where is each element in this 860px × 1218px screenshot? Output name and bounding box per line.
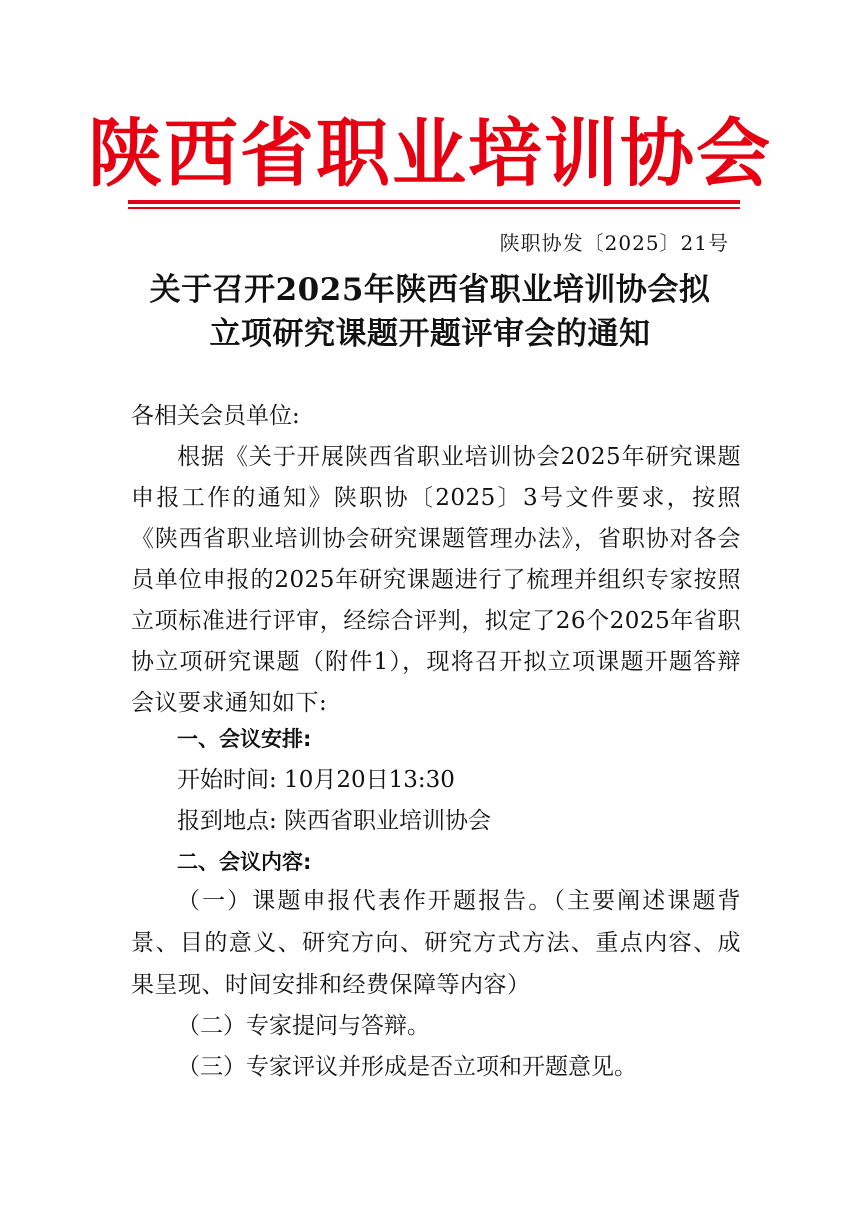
masthead-title: 陕西省职业培训协会 [88,111,772,197]
content-item-1: （一）课题申报代表作开题报告。（主要阐述课题背景、目的意义、研究方向、研究方式方法、重点内容、成果呈现、时间安排和经费保障等内容） [131,888,741,998]
content-item-2: （二）专家提问与答辩。 [177,1013,430,1039]
intro-paragraph: 根据《关于开展陕西省职业培训协会2025年研究课题申报工作的通知》陕职协〔2025〕3号文件要求，按照《陕西省职业培训协会研究课题管理办法》，省职协对各会员单位申报的2025年研究课题进行了梳理并组织专家按照立项标准进行评审，经综合评判，拟定了26个2025年省职协立项研究课题（附件1），现将召开拟立项课题开题答辩会议要求通知如下: [131,444,741,716]
document-number: 陕职协发〔2025〕21号 [499,231,729,255]
section-heading-arrangement: 一、会议安排: [177,727,312,751]
salutation: 各相关会员单位: [131,403,300,429]
document-title [120,268,740,356]
start-time: 开始时间: 10月20日13:30 [177,767,455,793]
content-item-3: （三）专家评议并形成是否立项和开题意见。 [177,1054,637,1080]
masthead-rule-thin [128,207,740,209]
title-line-2: 立项研究课题开题评审会的通知 [209,316,651,352]
masthead-rule-thick [128,200,740,204]
title-line-1: 关于召开2025年陕西省职业培训协会拟 [149,272,711,308]
section-heading-content: 二、会议内容: [177,850,312,874]
check-in-location: 报到地点: 陕西省职业培训协会 [177,808,492,834]
